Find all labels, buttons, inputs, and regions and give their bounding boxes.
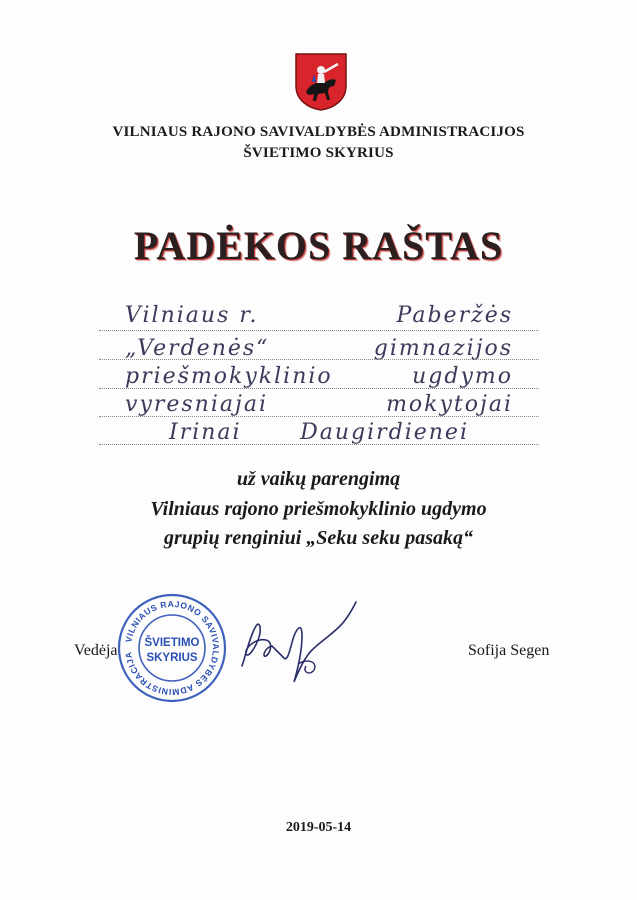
signatory-role: Vedėja: [74, 642, 118, 659]
dotted-line: [99, 444, 539, 445]
purpose-line1: už vaikų parengimą: [236, 468, 401, 490]
dotted-line: [99, 416, 539, 417]
stamp-ring-text: VILNIAUS RAJONO SAVIVALDYBĖS ADMINISTRACIJA: [123, 598, 222, 698]
document-title: PADĖKOS RAŠTAS: [133, 223, 504, 268]
dotted-line: [99, 359, 539, 360]
recipient-line-2-left: „Verdenės“: [125, 336, 270, 361]
purpose-line2: Vilniaus rajono priešmokyklinio ugdymo: [150, 498, 487, 520]
recipient-line-4-left: vyresniajai: [125, 392, 268, 417]
recipient-line-3: [99, 364, 539, 390]
signatory-name: Sofija Segen: [468, 642, 550, 659]
stamp-center-line1: ŠVIETIMO: [144, 637, 200, 649]
handwritten-signature: [236, 596, 362, 688]
recipient-line-5-right: Daugirdienei: [300, 420, 469, 445]
recipient-line-3-left: priešmokyklinio: [125, 364, 333, 389]
recipient-line-2-right: gimnazijos: [373, 336, 513, 361]
dotted-line: [99, 330, 539, 331]
stamp-center-line2: SKYRIUS: [146, 652, 198, 664]
agency-name-line1: VILNIAUS RAJONO SAVIVALDYBĖS ADMINISTRACIJOS: [112, 124, 525, 140]
recipient-line-5-left: Irinai: [169, 420, 242, 445]
dotted-line: [99, 388, 539, 389]
recipient-line-4: [99, 392, 539, 418]
recipient-line-3-right: ugdymo: [412, 364, 513, 389]
coat-of-arms-icon: [294, 52, 348, 112]
agency-name-line2: ŠVIETIMO SKYRIUS: [243, 145, 394, 161]
recipient-line-1: [99, 303, 539, 329]
issue-date: 2019-05-14: [285, 820, 352, 835]
recipient-line-1-right: Paberžės: [396, 303, 513, 328]
recipient-line-5: [99, 420, 539, 446]
official-stamp-icon: [116, 592, 228, 704]
recipient-line-1-left: Vilniaus r.: [125, 303, 259, 328]
purpose-line3: grupių renginiui „Seku seku pasaką“: [164, 527, 473, 549]
recipient-line-4-right: mokytojai: [386, 392, 513, 417]
